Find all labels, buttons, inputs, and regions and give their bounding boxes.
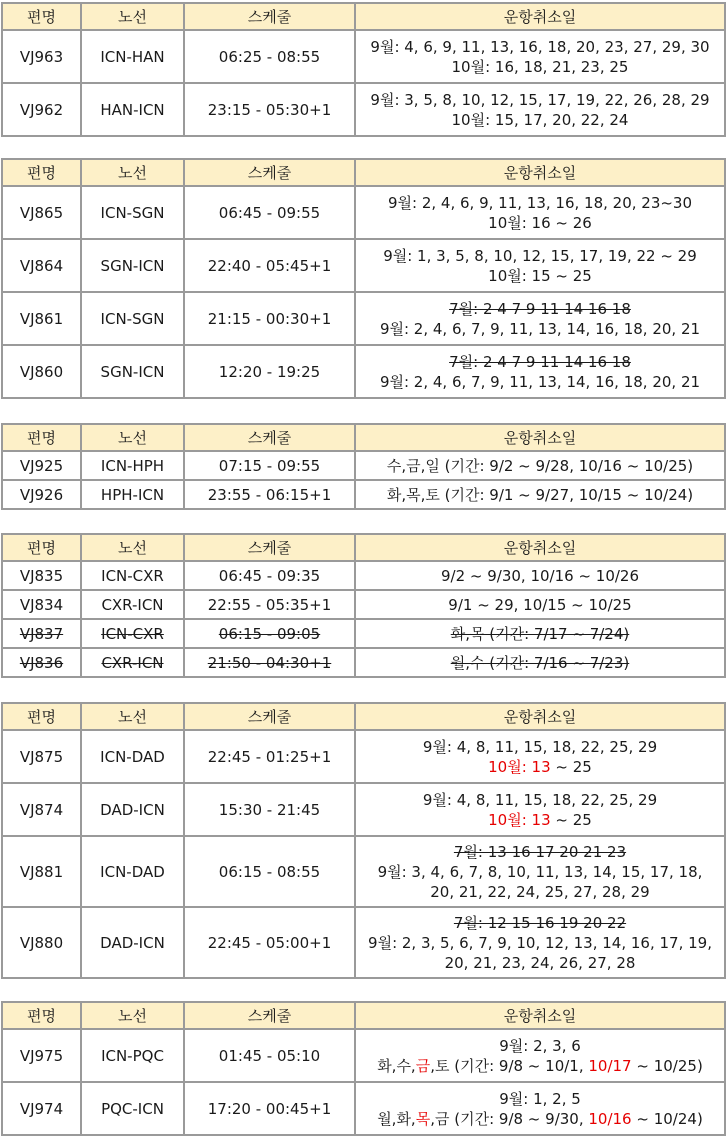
highlighted-date: 10월: 13 xyxy=(488,757,551,776)
flight-table xyxy=(1,702,726,979)
schedule-time: 06:25 - 08:55 xyxy=(184,30,355,83)
cancel-dates-line xyxy=(360,266,720,286)
header-cancel-dates: 운항취소일 xyxy=(355,159,725,186)
cancel-dates-line xyxy=(360,624,720,644)
date-text: 7월: 13 16 17 20 21 23 xyxy=(453,842,627,861)
flight-number: VJ881 xyxy=(2,836,81,907)
flight-number: VJ926 xyxy=(2,480,81,509)
header-row xyxy=(2,703,725,730)
cancel-dates-line xyxy=(360,372,720,392)
header-route: 노선 xyxy=(81,703,184,730)
table-row xyxy=(2,1082,725,1135)
date-text: 화,수, xyxy=(377,1056,416,1075)
cancel-dates xyxy=(355,907,725,978)
cancel-dates-line xyxy=(360,882,720,902)
header-flight: 편명 xyxy=(2,703,81,730)
flight-number: VJ836 xyxy=(2,648,81,677)
header-cancel-dates: 운항취소일 xyxy=(355,3,725,30)
route: ICN-CXR xyxy=(81,561,184,590)
table-row xyxy=(2,30,725,83)
highlighted-date: 금 xyxy=(415,1056,431,1075)
route: DAD-ICN xyxy=(81,907,184,978)
cancel-dates-line xyxy=(360,862,720,882)
schedule-time: 07:15 - 09:55 xyxy=(184,451,355,480)
schedule-time: 23:55 - 06:15+1 xyxy=(184,480,355,509)
date-text: ~ 10/24) xyxy=(631,1109,703,1128)
date-text: 10월: 15 ~ 25 xyxy=(488,266,592,285)
date-text: 20, 21, 23, 24, 26, 27, 28 xyxy=(444,953,636,972)
date-text: 9월: 4, 8, 11, 15, 18, 22, 25, 29 xyxy=(422,737,658,756)
flight-number: VJ875 xyxy=(2,730,81,783)
cancel-dates-line xyxy=(360,757,720,777)
date-text: 20, 21, 22, 24, 25, 27, 28, 29 xyxy=(430,882,650,901)
cancel-dates-line xyxy=(360,456,720,476)
table-row xyxy=(2,619,725,648)
cancel-dates xyxy=(355,1029,725,1082)
date-text: ,토 (기간: 9/8 ~ 10/1, xyxy=(430,1056,589,1075)
flight-number: VJ835 xyxy=(2,561,81,590)
header-schedule: 스케줄 xyxy=(184,703,355,730)
cancel-dates-line xyxy=(360,953,720,973)
header-cancel-dates: 운항취소일 xyxy=(355,534,725,561)
schedule-time: 01:45 - 05:10 xyxy=(184,1029,355,1082)
flight-number: VJ975 xyxy=(2,1029,81,1082)
flight-number: VJ874 xyxy=(2,783,81,836)
table-row xyxy=(2,907,725,978)
flight-number: VJ880 xyxy=(2,907,81,978)
cancel-dates xyxy=(355,619,725,648)
flight-number: VJ837 xyxy=(2,619,81,648)
cancel-dates xyxy=(355,292,725,345)
header-schedule: 스케줄 xyxy=(184,159,355,186)
flight-table xyxy=(1,533,726,678)
cancel-dates-line xyxy=(360,810,720,830)
table-row xyxy=(2,480,725,509)
cancel-dates-line xyxy=(360,1056,720,1076)
flight-number: VJ974 xyxy=(2,1082,81,1135)
cancel-dates-line xyxy=(360,1036,720,1056)
date-text: 9월: 1, 2, 5 xyxy=(499,1089,581,1108)
header-cancel-dates: 운항취소일 xyxy=(355,703,725,730)
date-text: 화,목,토 (기간: 9/1 ~ 9/27, 10/15 ~ 10/24) xyxy=(386,485,694,504)
schedule-time: 21:15 - 00:30+1 xyxy=(184,292,355,345)
header-route: 노선 xyxy=(81,534,184,561)
date-text: ~ 10/25) xyxy=(631,1056,703,1075)
header-flight: 편명 xyxy=(2,534,81,561)
cancel-dates xyxy=(355,83,725,136)
cancel-dates xyxy=(355,561,725,590)
cancel-dates xyxy=(355,590,725,619)
table-row xyxy=(2,186,725,239)
cancel-dates-line xyxy=(360,110,720,130)
flight-number: VJ861 xyxy=(2,292,81,345)
flight-number: VJ962 xyxy=(2,83,81,136)
flight-number: VJ834 xyxy=(2,590,81,619)
highlighted-date: 10/16 xyxy=(588,1109,632,1128)
route: CXR-ICN xyxy=(81,648,184,677)
schedule-time: 21:50 - 04:30+1 xyxy=(184,648,355,677)
date-text: 9/1 ~ 29, 10/15 ~ 10/25 xyxy=(448,595,632,614)
date-text: 9월: 1, 3, 5, 8, 10, 12, 15, 17, 19, 22 ~ 29 xyxy=(383,246,697,265)
route: HAN-ICN xyxy=(81,83,184,136)
cancel-dates xyxy=(355,186,725,239)
schedule-time: 15:30 - 21:45 xyxy=(184,783,355,836)
header-row xyxy=(2,3,725,30)
cancel-dates-line xyxy=(360,246,720,266)
highlighted-date: 10월: 13 xyxy=(488,810,551,829)
date-text: 화,목 (기간: 7/17 ~ 7/24) xyxy=(450,624,630,643)
header-flight: 편명 xyxy=(2,3,81,30)
cancel-dates-line xyxy=(360,352,720,372)
flight-table xyxy=(1,1001,726,1136)
schedule-time: 17:20 - 00:45+1 xyxy=(184,1082,355,1135)
schedule-time: 06:45 - 09:35 xyxy=(184,561,355,590)
header-schedule: 스케줄 xyxy=(184,3,355,30)
flight-table xyxy=(1,423,726,510)
flight-number: VJ963 xyxy=(2,30,81,83)
flight-number: VJ865 xyxy=(2,186,81,239)
date-text: 9월: 4, 6, 9, 11, 13, 16, 18, 20, 23, 27, 29, 30 xyxy=(370,37,710,56)
schedule-time: 06:15 - 08:55 xyxy=(184,836,355,907)
cancel-dates-line xyxy=(360,913,720,933)
header-route: 노선 xyxy=(81,3,184,30)
date-text: 9월: 2, 4, 6, 7, 9, 11, 13, 14, 16, 18, 20, 21 xyxy=(379,319,701,338)
cancel-dates xyxy=(355,345,725,398)
schedule-time: 06:15 - 09:05 xyxy=(184,619,355,648)
cancel-dates-line xyxy=(360,193,720,213)
cancel-dates xyxy=(355,1082,725,1135)
flight-number: VJ864 xyxy=(2,239,81,292)
header-cancel-dates: 운항취소일 xyxy=(355,424,725,451)
table-row xyxy=(2,345,725,398)
date-text: 9월: 2, 4, 6, 9, 11, 13, 16, 18, 20, 23~30 xyxy=(387,193,693,212)
date-text: 수,금,일 (기간: 9/2 ~ 9/28, 10/16 ~ 10/25) xyxy=(386,456,694,475)
schedule-time: 23:15 - 05:30+1 xyxy=(184,83,355,136)
schedule-time: 12:20 - 19:25 xyxy=(184,345,355,398)
cancel-dates-line xyxy=(360,90,720,110)
flight-table xyxy=(1,158,726,399)
table-row xyxy=(2,783,725,836)
cancel-dates-line xyxy=(360,1089,720,1109)
route: ICN-SGN xyxy=(81,292,184,345)
header-route: 노선 xyxy=(81,1002,184,1029)
table-row xyxy=(2,648,725,677)
date-text: 7월: 2 4 7 9 11 14 16 18 xyxy=(449,299,631,318)
route: CXR-ICN xyxy=(81,590,184,619)
date-text: 월,수 (기간: 7/16 ~ 7/23) xyxy=(450,653,630,672)
table-row xyxy=(2,1029,725,1082)
header-flight: 편명 xyxy=(2,159,81,186)
date-text: 9월: 2, 3, 5, 6, 7, 9, 10, 12, 13, 14, 16, 17, 19, xyxy=(368,933,712,952)
cancel-dates-line xyxy=(360,842,720,862)
schedule-time: 22:45 - 05:00+1 xyxy=(184,907,355,978)
header-row xyxy=(2,1002,725,1029)
cancel-dates-line xyxy=(360,485,720,505)
date-text: 10월: 16 ~ 26 xyxy=(488,213,592,232)
date-text: 7월: 2 4 7 9 11 14 16 18 xyxy=(449,352,631,371)
route: SGN-ICN xyxy=(81,239,184,292)
date-text: 9월: 2, 4, 6, 7, 9, 11, 13, 14, 16, 18, 20, 21 xyxy=(379,372,701,391)
date-text: 10월: 16, 18, 21, 23, 25 xyxy=(451,57,629,76)
route: HPH-ICN xyxy=(81,480,184,509)
header-flight: 편명 xyxy=(2,424,81,451)
date-text: 9월: 4, 8, 11, 15, 18, 22, 25, 29 xyxy=(422,790,658,809)
date-text: ~ 25 xyxy=(550,810,592,829)
cancel-dates xyxy=(355,30,725,83)
route: ICN-HAN xyxy=(81,30,184,83)
cancel-dates-line xyxy=(360,299,720,319)
cancel-dates-line xyxy=(360,1109,720,1129)
header-schedule: 스케줄 xyxy=(184,424,355,451)
cancel-dates-line xyxy=(360,319,720,339)
cancel-dates-line xyxy=(360,595,720,615)
cancel-dates-line xyxy=(360,790,720,810)
route: ICN-DAD xyxy=(81,730,184,783)
date-text: 9월: 2, 3, 6 xyxy=(499,1036,581,1055)
schedule-time: 06:45 - 09:55 xyxy=(184,186,355,239)
header-route: 노선 xyxy=(81,159,184,186)
cancel-dates xyxy=(355,239,725,292)
header-cancel-dates: 운항취소일 xyxy=(355,1002,725,1029)
route: PQC-ICN xyxy=(81,1082,184,1135)
date-text: ,금 (기간: 9/8 ~ 9/30, xyxy=(430,1109,589,1128)
table-row xyxy=(2,239,725,292)
cancel-dates xyxy=(355,648,725,677)
route: ICN-SGN xyxy=(81,186,184,239)
cancel-dates-line xyxy=(360,933,720,953)
route: ICN-CXR xyxy=(81,619,184,648)
date-text: 10월: 15, 17, 20, 22, 24 xyxy=(451,110,629,129)
schedule-time: 22:55 - 05:35+1 xyxy=(184,590,355,619)
date-text: 7월: 12 15 16 19 20 22 xyxy=(453,913,627,932)
date-text: 월,화, xyxy=(377,1109,416,1128)
date-text: 9월: 3, 5, 8, 10, 12, 15, 17, 19, 22, 26, 28, 29 xyxy=(370,90,710,109)
cancel-dates-line xyxy=(360,213,720,233)
table-row xyxy=(2,590,725,619)
header-row xyxy=(2,159,725,186)
flight-number: VJ860 xyxy=(2,345,81,398)
cancel-dates xyxy=(355,783,725,836)
cancel-dates-line xyxy=(360,57,720,77)
header-route: 노선 xyxy=(81,424,184,451)
cancel-dates-line xyxy=(360,737,720,757)
table-row xyxy=(2,561,725,590)
cancel-dates-line xyxy=(360,37,720,57)
schedule-time: 22:40 - 05:45+1 xyxy=(184,239,355,292)
cancel-dates xyxy=(355,730,725,783)
highlighted-date: 10/17 xyxy=(588,1056,632,1075)
schedule-time: 22:45 - 01:25+1 xyxy=(184,730,355,783)
highlighted-date: 목 xyxy=(415,1109,431,1128)
date-text: 9월: 3, 4, 6, 7, 8, 10, 11, 13, 14, 15, 17, 18, xyxy=(377,862,703,881)
header-schedule: 스케줄 xyxy=(184,534,355,561)
table-row xyxy=(2,836,725,907)
table-row xyxy=(2,83,725,136)
header-flight: 편명 xyxy=(2,1002,81,1029)
header-schedule: 스케줄 xyxy=(184,1002,355,1029)
flight-table xyxy=(1,2,726,137)
route: ICN-DAD xyxy=(81,836,184,907)
cancel-dates xyxy=(355,836,725,907)
header-row xyxy=(2,424,725,451)
route: DAD-ICN xyxy=(81,783,184,836)
cancel-dates xyxy=(355,451,725,480)
route: SGN-ICN xyxy=(81,345,184,398)
cancel-dates-line xyxy=(360,653,720,673)
header-row xyxy=(2,534,725,561)
table-row xyxy=(2,730,725,783)
date-text: ~ 25 xyxy=(550,757,592,776)
flight-number: VJ925 xyxy=(2,451,81,480)
route: ICN-PQC xyxy=(81,1029,184,1082)
table-row xyxy=(2,292,725,345)
table-row xyxy=(2,451,725,480)
route: ICN-HPH xyxy=(81,451,184,480)
date-text: 9/2 ~ 9/30, 10/16 ~ 10/26 xyxy=(440,566,640,585)
cancel-dates-line xyxy=(360,566,720,586)
cancel-dates xyxy=(355,480,725,509)
